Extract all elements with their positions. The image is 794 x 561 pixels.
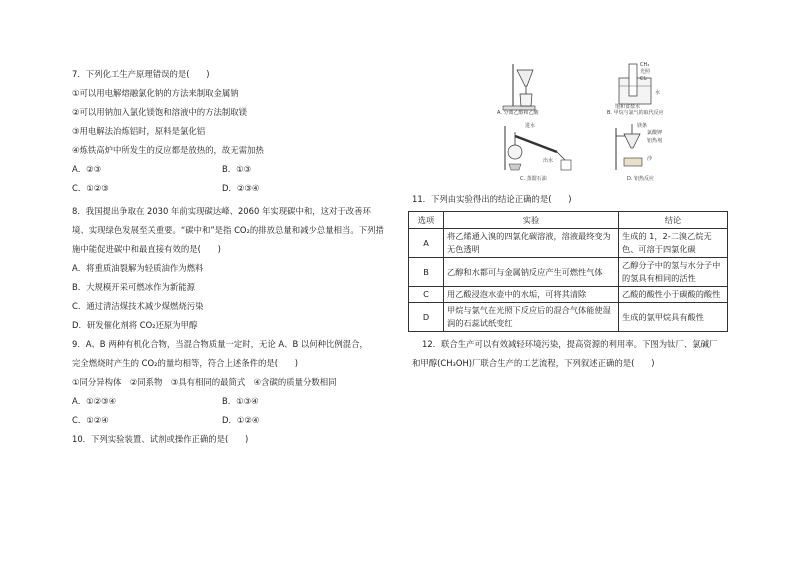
header-option: 选项 [409,212,444,229]
apparatus-c-distillation [495,120,595,176]
q9-option-d[interactable]: D．①②④ [222,415,260,425]
q8-option-b[interactable]: B．大规模开采可燃冰作为新能源 [72,282,195,292]
q7-item-1: ①可以用电解熔融氯化钠的方法来制取金属钠 [72,88,239,98]
caption-b: B. 甲烷与氯气的取代反应 [607,110,664,116]
q9-options-row-2 [72,414,392,427]
q8-line-1: 8．我国提出争取在 2030 年前实现碳达峰、2060 年实现碳中和，这对于改善环 [72,206,371,216]
row-c-option[interactable]: C [409,287,444,303]
q7-option-c[interactable]: C．①②③ [72,183,109,193]
q9-conditions: ①同分异构体 ②同系物 ③具有相同的最简式 ④含碳的质量分数相同 [72,377,337,387]
row-d-experiment: 甲烷与氯气在光照下反应后的混合气体能使湿润的石蕊试纸变红 [444,303,619,332]
row-b-option[interactable]: B [409,258,444,287]
label-light: 光照 [640,69,651,75]
separatory-funnel [517,70,533,86]
sand-tray [624,158,642,166]
q7-option-a[interactable]: A．②③ [72,164,102,174]
q7-item-4: ④炼铁高炉中所发生的反应都是放热的，故无需加热 [72,145,264,155]
q9-line-2: 完全燃烧时产生的 CO₂的量均相等，符合上述条件的是( ) [72,358,298,368]
table-row [409,258,728,287]
row-a-option[interactable]: A [409,229,444,258]
q7-option-d[interactable]: D．②③④ [222,183,260,193]
beaker [520,94,532,106]
caption-d: D. 铝热反应 [627,176,655,182]
q12-line-1: 12．联合生产可以有效减轻环境污染，提高资源的利用率。下图为钛厂、氯碱厂 [422,339,718,349]
q7-item-3: ③用电解法冶炼铝时，原料是氯化铝 [72,126,206,136]
q7-options-row-2 [72,182,392,195]
q8-option-d[interactable]: D．研发催化剂将 CO₂还原为甲醇 [72,320,198,330]
q9-option-b[interactable]: B．①③④ [222,396,259,406]
table-row [409,287,728,303]
q9-option-c[interactable]: C．①②④ [72,415,109,425]
row-d-conclusion: 生成的氯甲烷具有酸性 [619,303,728,332]
q9-option-a[interactable]: A．①②③④ [72,396,117,406]
q9-line-1: 9．A、B 两种有机化合物，当混合物质量一定时，无论 A、B 以何种比例混合， [72,339,368,349]
q11-table-header [409,212,728,229]
label-mg: 镁条 [637,123,648,129]
label-in: 进水 [525,123,536,129]
label-water: 水 [655,90,661,96]
q7-options-row-1 [72,163,392,176]
row-a-conclusion: 生成的 1，2-二溴乙烷无色、可溶于四氯化碳 [619,229,728,258]
q7-option-b[interactable]: B．①③ [222,164,252,174]
row-c-conclusion: 乙酸的酸性小于碳酸的酸性 [619,287,728,303]
row-a-experiment: 将乙烯通入溴的四氯化碳溶液，溶液最终变为无色透明 [444,229,619,258]
q7-stem: 7．下列化工生产原理错误的是( ) [72,69,210,79]
flask [508,145,522,159]
test-tube [629,64,637,96]
row-b-experiment: 乙醇和水都可与金属钠反应产生可燃性气体 [444,258,619,287]
adapter [557,152,565,160]
q8-line-3: 施中能促进碳中和最直接有效的是( ) [72,244,221,254]
q7-item-2: ②可以用钠加入氯化镁饱和溶液中的方法制取镁 [72,107,248,117]
caption-c: C. 蒸馏石油 [520,176,547,182]
header-conclusion: 结论 [619,212,728,229]
label-sand: 沙 [647,156,653,162]
q11-stem: 11．下列由实验得出的结论正确的是( ) [412,194,572,204]
label-salt: 饱和食盐水 [615,104,641,110]
table-row [409,229,728,258]
label-out: 出水 [543,158,554,164]
q8-option-c[interactable]: C．通过清洁煤技术减少煤燃烧污染 [72,301,204,311]
right-column [400,60,730,370]
q10-apparatus-figure [495,60,695,185]
left-column [72,68,392,446]
caption-a: A. 分离乙醇和乙酸 [497,110,539,116]
table-row [409,303,728,332]
q8-option-a[interactable]: A．将重质油裂解为轻质油作为燃料 [72,263,204,273]
row-d-option[interactable]: D [409,303,444,332]
q12-line-2: 和甲醇(CH₃OH)厂联合生产的工艺流程，下列叙述正确的是( ) [412,358,655,368]
paper-funnel [624,134,640,148]
header-experiment: 实验 [444,212,619,229]
q8-line-2: 境、实现绿色发展至关重要。“碳中和”是指 CO₂的排放总量和减少总量相当。下列措 [72,225,384,235]
q10-stem: 10．下列实验装置、试剂或操作正确的是( ) [72,434,249,444]
label-mix: 铝热剂 [647,138,663,144]
label-ch4: CH₄ [640,62,650,68]
receiver [561,160,571,170]
row-c-experiment: 用乙酸浸泡水壶中的水垢，可将其清除 [444,287,619,303]
q11-table [408,211,728,332]
row-b-conclusion: 乙醇分子中的氢与水分子中的氢具有相同的活性 [619,258,728,287]
apparatus-d-thermite [610,120,690,176]
q9-options-row-1 [72,395,392,408]
label-kclo3: 氯酸钾 [647,130,663,136]
apparatus-a-separation [495,60,575,115]
burner [509,164,521,170]
label-cl2: Cl₂ [640,76,647,82]
